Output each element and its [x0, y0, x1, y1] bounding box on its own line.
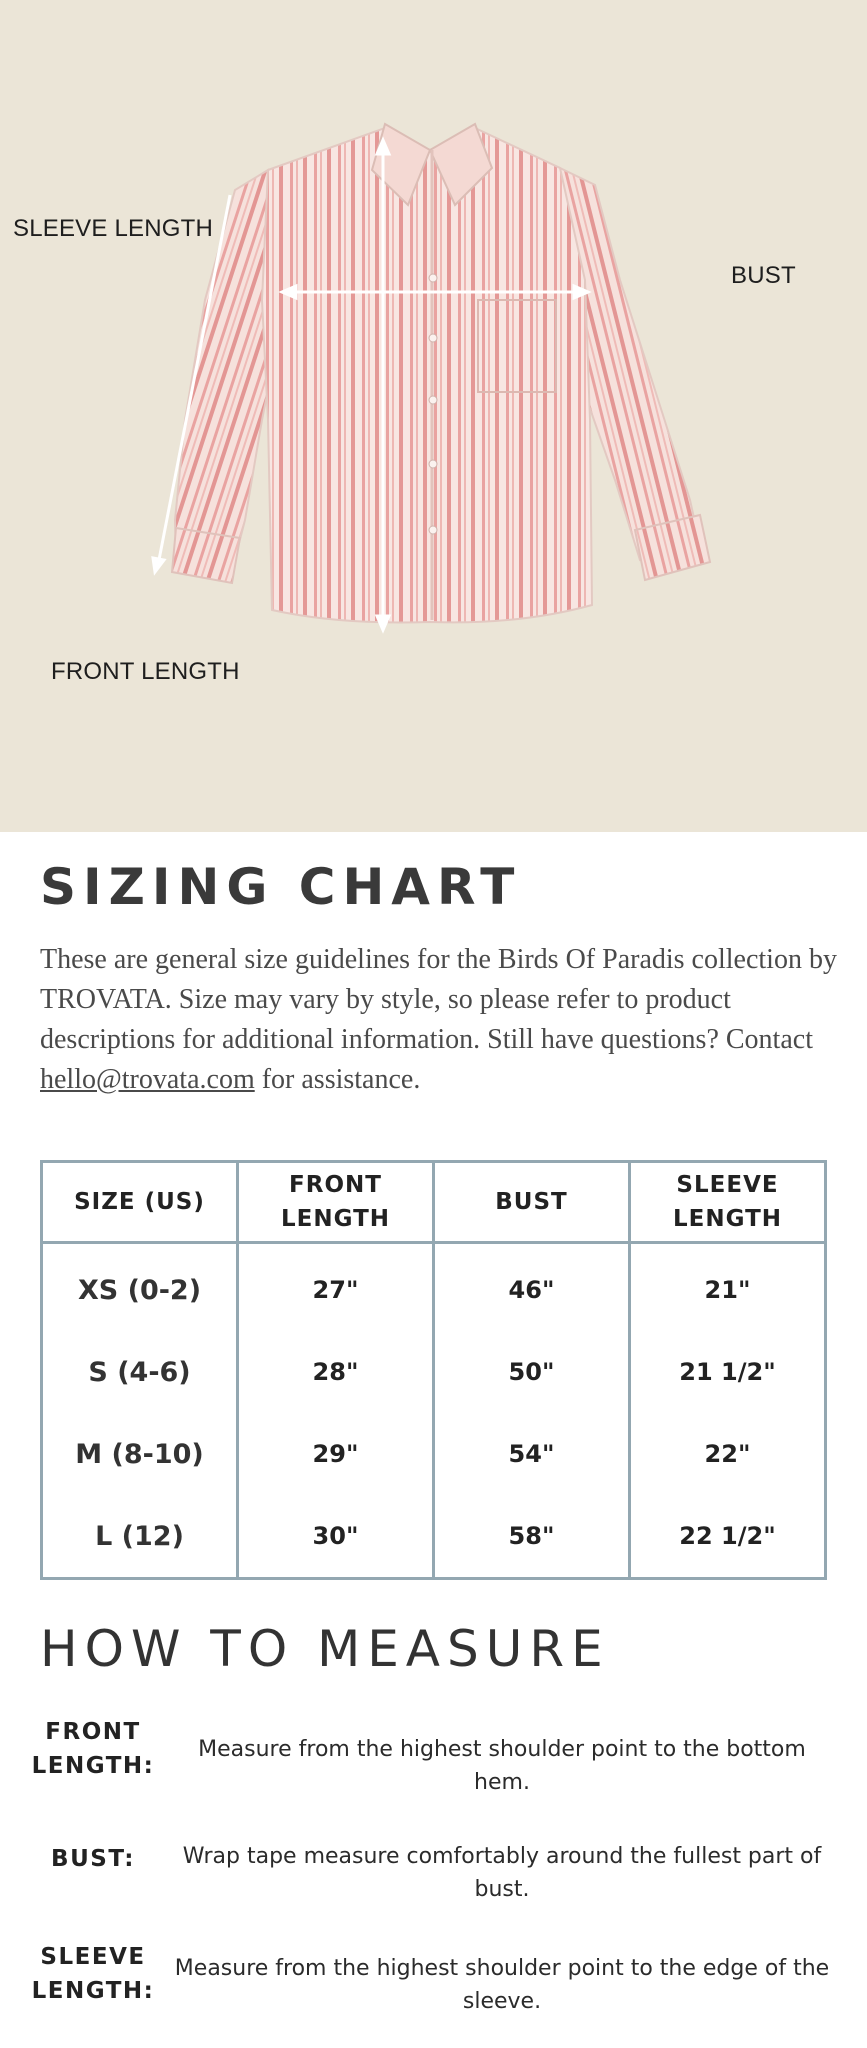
table-row	[42, 1495, 826, 1579]
measure-description: Measure from the highest shoulder point to the edge of the sleeve.	[174, 1956, 830, 2014]
front-length-cell: 28"	[238, 1331, 434, 1413]
column-header-bust: BUST	[434, 1162, 630, 1243]
product-illustration	[0, 0, 867, 832]
measure-description: Measure from the highest shoulder point to the bottom hem.	[198, 1737, 806, 1795]
sizing-chart-title: SIZING CHART	[40, 858, 522, 916]
size-table	[40, 1160, 827, 1580]
bust-label: BUST	[731, 262, 796, 289]
measure-label: BUST:	[51, 1846, 135, 1872]
intro-text-end: for assistance.	[254, 1064, 421, 1095]
intro-text: These are general size guidelines for the Birds Of Paradis collection by TROVATA. Size may vary by style, so please refer to product descriptions for additional information. Still have questions? Contact	[40, 944, 837, 1055]
table-row	[42, 1413, 826, 1495]
column-header-sleeve-length: SLEEVE LENGTH	[630, 1162, 826, 1243]
size-cell: S (4-6)	[42, 1331, 238, 1413]
sleeve-length-cell: 21"	[630, 1243, 826, 1332]
sleeve-length-cell: 22"	[630, 1413, 826, 1495]
bust-cell: 46"	[434, 1243, 630, 1332]
how-to-measure-title: HOW TO MEASURE	[40, 1620, 610, 1678]
measure-label: FRONT LENGTH:	[31, 1719, 155, 1779]
sleeve-length-cell: 21 1/2"	[630, 1331, 826, 1413]
bust-cell: 54"	[434, 1413, 630, 1495]
table-row	[42, 1243, 826, 1332]
measure-label: SLEEVE LENGTH:	[31, 1944, 155, 2004]
front-length-cell: 27"	[238, 1243, 434, 1332]
striped-shirt-image	[0, 0, 867, 832]
front-length-cell: 29"	[238, 1413, 434, 1495]
size-cell: M (8-10)	[42, 1413, 238, 1495]
measure-description: Wrap tape measure comfortably around the fullest part of bust.	[182, 1844, 822, 1902]
sizing-intro-text	[40, 940, 840, 1100]
column-header-size: SIZE (US)	[42, 1162, 238, 1243]
column-header-front-length: FRONT LENGTH	[238, 1162, 434, 1243]
front-length-cell: 30"	[238, 1495, 434, 1579]
table-row	[42, 1331, 826, 1413]
email-link[interactable]: hello@trovata.com	[40, 1064, 255, 1095]
size-cell: XS (0-2)	[42, 1243, 238, 1332]
sleeve-length-cell: 22 1/2"	[630, 1495, 826, 1579]
bust-cell: 58"	[434, 1495, 630, 1579]
table-header-row	[42, 1162, 826, 1243]
bust-cell: 50"	[434, 1331, 630, 1413]
size-cell: L (12)	[42, 1495, 238, 1579]
sleeve-length-label: SLEEVE LENGTH	[13, 215, 214, 242]
front-length-label: FRONT LENGTH	[51, 658, 240, 685]
